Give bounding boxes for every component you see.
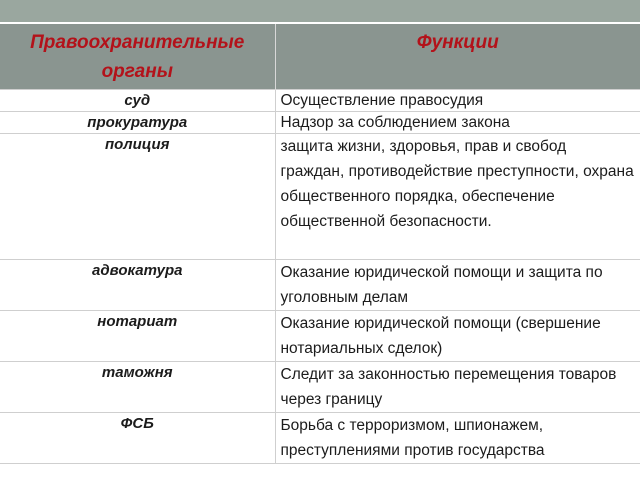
table-row xyxy=(0,362,640,413)
organ-cell: полиция xyxy=(0,134,275,260)
organ-cell: адвокатура xyxy=(0,260,275,311)
header-organs: Правоохранительные органы xyxy=(0,24,275,90)
law-enforcement-table xyxy=(0,24,640,464)
top-strip xyxy=(0,0,640,24)
table-row xyxy=(0,112,640,134)
organ-cell: суд xyxy=(0,90,275,112)
table-row xyxy=(0,311,640,362)
function-cell: Оказание юридической помощи (свершение нотариальных сделок) xyxy=(275,311,640,362)
organ-cell: таможня xyxy=(0,362,275,413)
function-cell: Надзор за соблюдением закона xyxy=(275,112,640,134)
organ-cell: прокуратура xyxy=(0,112,275,134)
table-row xyxy=(0,134,640,260)
table-header-row xyxy=(0,24,640,90)
table-row xyxy=(0,413,640,464)
function-cell: Борьба с терроризмом, шпионажем, преступлениями против государства xyxy=(275,413,640,464)
function-cell: Следит за законностью перемещения товаров через границу xyxy=(275,362,640,413)
table-row xyxy=(0,90,640,112)
organ-cell: ФСБ xyxy=(0,413,275,464)
function-cell: защита жизни, здоровья, прав и свобод граждан, противодействие преступности, охрана общественного порядка, обеспечение общественной безопасности. xyxy=(275,134,640,260)
organ-cell: нотариат xyxy=(0,311,275,362)
table-row xyxy=(0,260,640,311)
function-cell: Оказание юридической помощи и защита по уголовным делам xyxy=(275,260,640,311)
function-cell: Осуществление правосудия xyxy=(275,90,640,112)
header-functions: Функции xyxy=(275,24,640,90)
